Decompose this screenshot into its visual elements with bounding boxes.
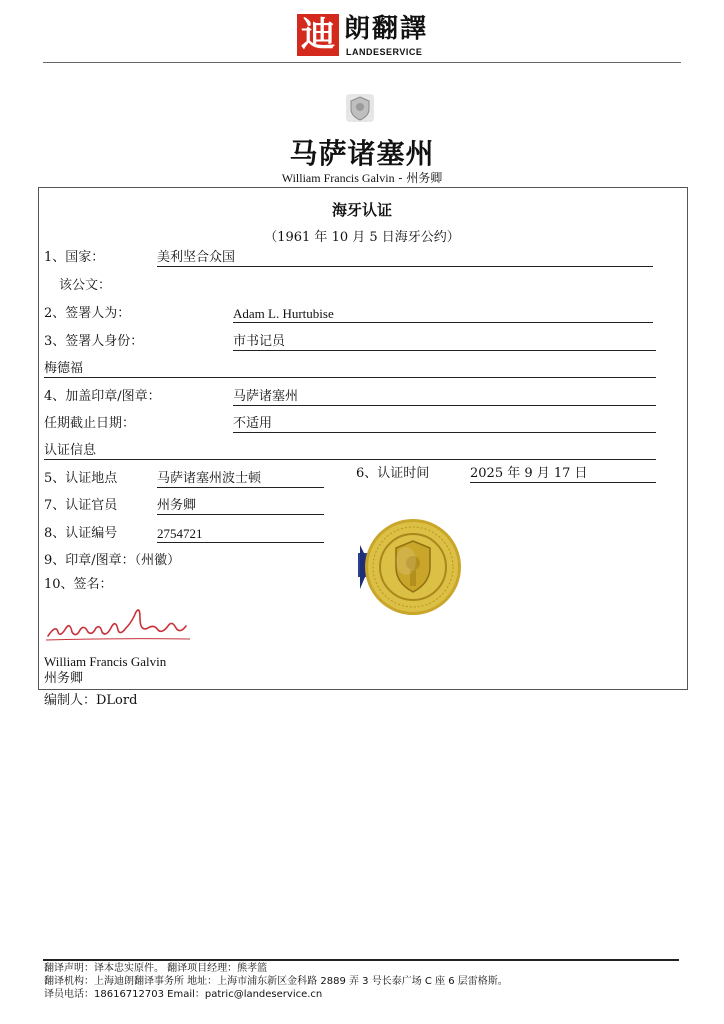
- footer-statement: 翻译声明：译本忠实原件。 翻译项目经理：熊孝篮: [44, 963, 268, 974]
- logo-english: LANDESERVICE: [346, 47, 423, 57]
- secretary-name: William Francis Galvin: [281, 171, 395, 185]
- header-divider: [43, 62, 681, 63]
- logo-name: 朗翻譯: [344, 14, 429, 44]
- cert-info-label: 认证信息: [44, 443, 656, 460]
- term-label: 任期截止日期：: [44, 416, 136, 431]
- number-label: 8、认证编号: [44, 526, 118, 541]
- capacity-value: 市书记员: [233, 334, 656, 351]
- public-doc-label: 该公文：: [59, 278, 112, 293]
- country-value: 美利坚合众国: [157, 250, 653, 267]
- document-subtitle: （1961 年 10 月 5 日海牙公约）: [264, 230, 460, 245]
- seal-label: 4、加盖印章/图章：: [44, 389, 161, 404]
- capacity-city: 梅德福: [44, 361, 656, 378]
- logo-mark: 迪: [297, 14, 339, 56]
- footer-agency: 翻译机构：上海迪朗翻译事务所 地址：上海市浦东新区金科路 2889 弄 3 号长泰广场 C 座 6 层雷格斯。: [44, 976, 508, 987]
- stamp-label: 9、印章/图章：（州徽）: [44, 553, 181, 568]
- gold-state-seal-icon: [358, 515, 464, 621]
- capacity-label: 3、签署人身份：: [44, 334, 144, 349]
- signer-title: 州务卿: [44, 671, 84, 686]
- officer-value: 州务卿: [157, 498, 324, 515]
- officer-label: 7、认证官员: [44, 498, 118, 513]
- date-value: 2025 年 9 月 17 日: [470, 466, 656, 483]
- place-value: 马萨诸塞州波士顿: [157, 471, 324, 488]
- term-value: 不适用: [233, 416, 656, 433]
- secretary-line: [0, 169, 724, 186]
- signed-by-value: Adam L. Hurtubise: [233, 306, 653, 323]
- document-title: 海牙认证: [331, 201, 392, 219]
- state-seal-icon: [345, 93, 375, 123]
- footer-contact: 译员电话：18616712703 Email：patric@landeservice.cn: [44, 989, 323, 1000]
- signed-by-label: 2、签署人为：: [44, 306, 131, 321]
- signature-image-icon: [44, 602, 194, 644]
- signature-label: 10、签名：: [44, 577, 113, 592]
- state-title: 马萨诸塞州: [289, 137, 435, 170]
- date-label: 6、认证时间: [356, 466, 430, 481]
- country-label: 1、国家：: [44, 250, 105, 265]
- secretary-title: - 州务卿: [398, 171, 443, 185]
- signer-name: William Francis Galvin: [44, 654, 167, 669]
- number-value: 2754721: [157, 526, 324, 543]
- seal-value: 马萨诸塞州: [233, 389, 656, 406]
- prepared-by: 编制人：DLord: [44, 693, 138, 708]
- footer-divider: [43, 959, 679, 961]
- place-label: 5、认证地点: [44, 471, 118, 486]
